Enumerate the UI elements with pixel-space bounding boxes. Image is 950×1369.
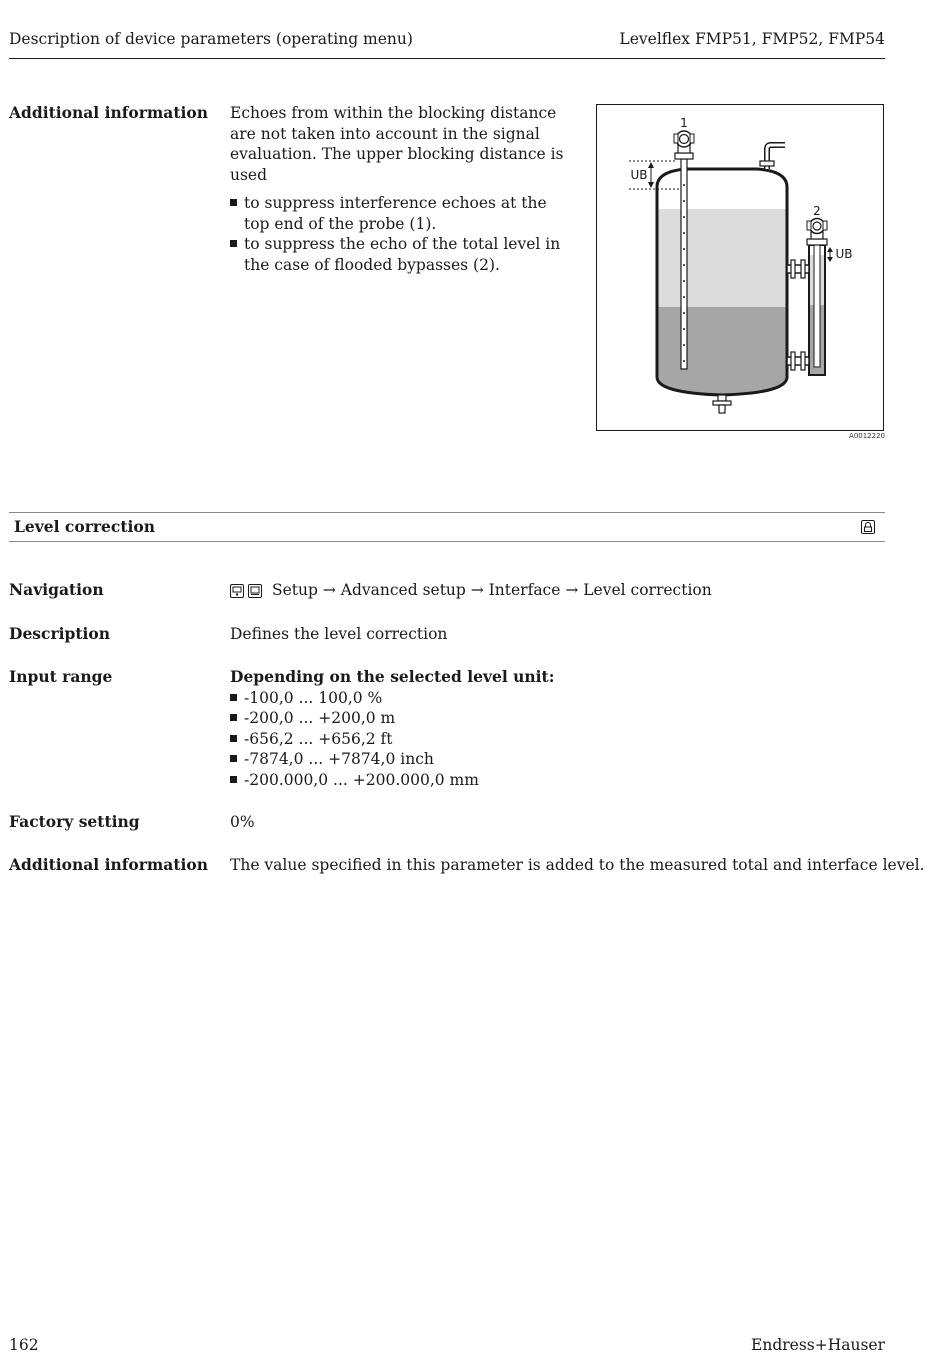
- onsite-display-icon: [230, 584, 244, 598]
- bullet-icon: [230, 776, 237, 783]
- additional-info-label-2: Additional information: [9, 855, 209, 874]
- list-item: [230, 234, 575, 275]
- input-range-block: [230, 667, 554, 790]
- bullet-icon: [230, 240, 237, 247]
- factory-setting-label: Factory setting: [9, 812, 140, 831]
- callout-1: 1: [680, 116, 688, 130]
- factory-setting-value: 0%: [230, 813, 255, 831]
- list-item: [230, 193, 575, 234]
- ub-label-1: UB: [630, 168, 648, 182]
- operating-tool-icon: [248, 584, 262, 598]
- navigation-path: Setup → Advanced setup → Interface → Level correction: [272, 581, 712, 599]
- bullet-icon: [230, 714, 237, 721]
- page-number: 162: [9, 1336, 39, 1354]
- figure-code: A0012220: [849, 432, 885, 440]
- navigation-row: [230, 580, 712, 601]
- range-item: -200,0 ... +200,0 m: [244, 709, 396, 727]
- list-item: [230, 729, 554, 750]
- tank-diagram: [597, 105, 883, 430]
- range-item: -7874,0 ... +7874,0 inch: [244, 750, 434, 768]
- bullet-icon: [230, 755, 237, 762]
- list-item: [230, 770, 554, 791]
- list-item: [230, 749, 554, 770]
- blocking-distance-figure: [596, 104, 884, 431]
- lock-icon: [861, 520, 875, 534]
- additional-info-text-2: The value specified in this parameter is added to the measured total and interface level.: [230, 856, 925, 874]
- section-title: Level correction: [14, 517, 155, 536]
- description-text: Defines the level correction: [230, 625, 448, 643]
- additional-info-paragraph: Echoes from within the blocking distance are not taken into account in the signal evaluation. The upper blocking distance is used: [230, 104, 564, 184]
- input-range-list: [230, 688, 554, 791]
- navigation-label: Navigation: [9, 580, 104, 599]
- bullet-icon: [230, 694, 237, 701]
- list-item: [230, 688, 554, 709]
- running-header-product: Levelflex FMP51, FMP52, FMP54: [619, 30, 885, 48]
- footer-brand: Endress+Hauser: [751, 1336, 885, 1354]
- list-item: [230, 708, 554, 729]
- additional-info-text: [230, 103, 575, 275]
- callout-2: 2: [813, 204, 821, 218]
- range-item: -200.000,0 ... +200.000,0 mm: [244, 770, 479, 789]
- bullet-text: to suppress interference echoes at the top end of the probe (1).: [244, 194, 547, 233]
- ub-label-2: UB: [835, 247, 853, 261]
- input-range-heading: Depending on the selected level unit:: [230, 667, 555, 686]
- running-header-title: Description of device parameters (operating menu): [9, 30, 413, 48]
- input-range-label: Input range: [9, 667, 113, 686]
- bullet-icon: [230, 735, 237, 742]
- range-item: -100,0 ... 100,0 %: [244, 688, 383, 707]
- bullet-text: to suppress the echo of the total level in the case of flooded bypasses (2).: [244, 235, 561, 274]
- description-label: Description: [9, 624, 111, 643]
- header-rule: [9, 58, 885, 59]
- level-correction-header: [9, 512, 885, 542]
- additional-info-bullets: [230, 193, 575, 275]
- bullet-icon: [230, 199, 237, 206]
- additional-info-label: Additional information: [9, 103, 209, 122]
- range-item: -656,2 ... +656,2 ft: [244, 729, 393, 748]
